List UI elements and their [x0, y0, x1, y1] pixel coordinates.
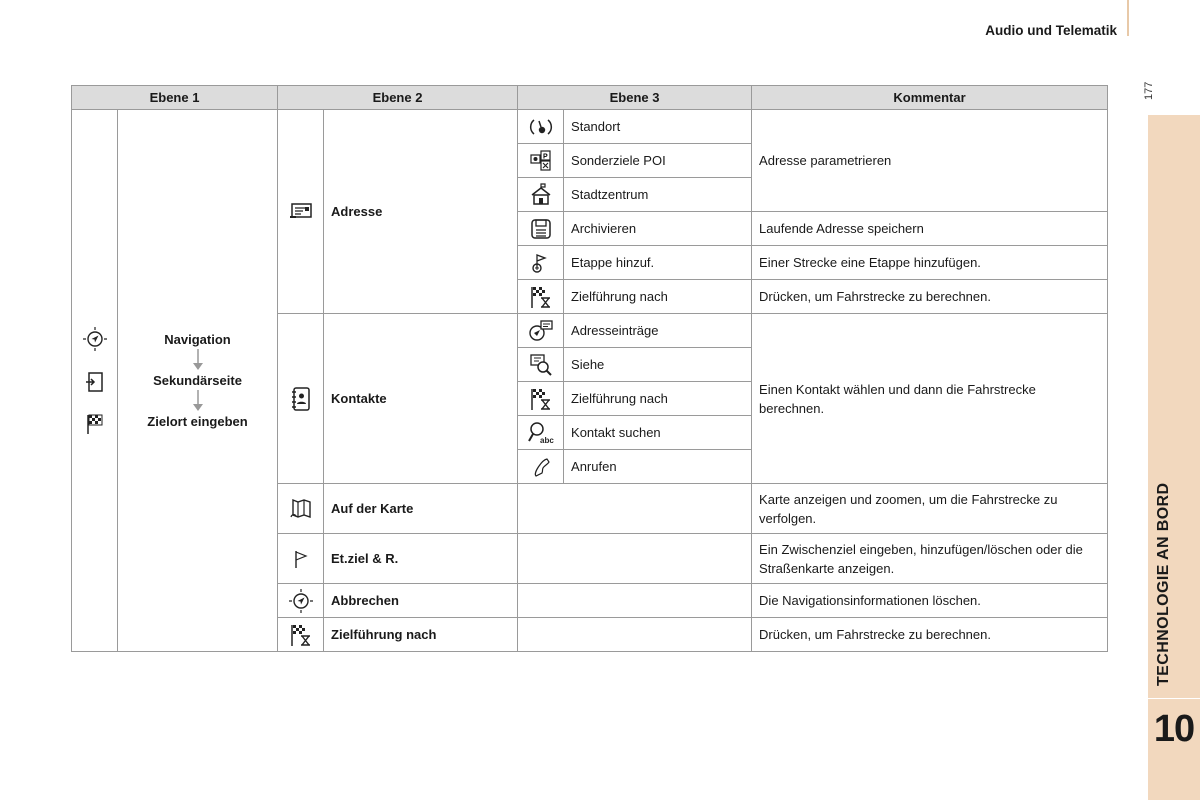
level2-icon-cell	[278, 314, 324, 484]
comment-kontakte: Einen Kontakt wählen und dann die Fahrstrecke berechnen.	[752, 314, 1108, 484]
level2-label-kontakte: Kontakte	[324, 314, 518, 484]
level2-icon-cell	[278, 584, 324, 618]
flag-icon	[291, 548, 311, 570]
arrow-down-icon	[192, 390, 204, 412]
level3-label-sonderziele-poi: Sonderziele POI	[564, 144, 752, 178]
level3-icon-cell	[518, 212, 564, 246]
route-guidance-icon	[289, 623, 313, 647]
level3-label-stadtzentrum: Stadtzentrum	[564, 178, 752, 212]
arrow-down-icon	[192, 349, 204, 371]
level2-label-zielfuehrung: Zielführung nach	[324, 618, 518, 652]
level3-empty-cell	[518, 618, 752, 652]
search-contact-icon	[528, 421, 554, 445]
comment-auf-der-karte: Karte anzeigen und zoomen, um die Fahrstrecke zu verfolgen.	[752, 484, 1108, 534]
route-guidance-icon	[529, 285, 553, 309]
column-header-ebene-2: Ebene 2	[278, 86, 518, 110]
menu-structure-table	[71, 85, 1108, 652]
comment-etappe: Einer Strecke eine Etappe hinzufügen.	[752, 246, 1108, 280]
level1-path-cell	[118, 110, 278, 652]
level3-icon-cell	[518, 382, 564, 416]
section-title: Audio und Telematik	[985, 23, 1117, 38]
checkered-flag-icon	[84, 412, 106, 436]
comment-zielfuehrung: Drücken, um Fahrstrecke zu berechnen.	[752, 280, 1108, 314]
secondary-page-icon	[83, 370, 107, 394]
level2-label-adresse: Adresse	[324, 110, 518, 314]
level1-icons-cell	[72, 110, 118, 652]
level3-icon-cell	[518, 280, 564, 314]
level2-icon-cell	[278, 618, 324, 652]
path-step-navigation: Navigation	[164, 332, 231, 347]
level3-icon-cell	[518, 178, 564, 212]
column-header-ebene-3: Ebene 3	[518, 86, 752, 110]
level2-icon-cell	[278, 534, 324, 584]
chapter-title: TECHNOLOGIE AN BORD	[1155, 482, 1172, 686]
header-divider	[1127, 0, 1129, 36]
level3-icon-cell	[518, 314, 564, 348]
level3-icon-cell	[518, 110, 564, 144]
level3-label-etappe-hinzuf: Etappe hinzuf.	[564, 246, 752, 280]
location-icon	[529, 115, 553, 139]
side-tab-divider	[1148, 698, 1200, 699]
level3-icon-cell	[518, 246, 564, 280]
chapter-number: 10	[1153, 708, 1195, 750]
level3-label-kontakt-suchen: Kontakt suchen	[564, 416, 752, 450]
cancel-navigation-icon	[288, 588, 314, 614]
level3-icon-cell	[518, 144, 564, 178]
view-icon	[529, 353, 553, 377]
column-header-ebene-1: Ebene 1	[72, 86, 278, 110]
comment-zielfuehrung-final: Drücken, um Fahrstrecke zu berechnen.	[752, 618, 1108, 652]
level3-icon-cell	[518, 416, 564, 450]
table-row	[72, 110, 1108, 144]
comment-archivieren: Laufende Adresse speichern	[752, 212, 1108, 246]
level3-icon-cell	[518, 450, 564, 484]
level3-label-adresseintraege: Adresseinträge	[564, 314, 752, 348]
add-stage-icon	[529, 251, 553, 275]
map-icon	[289, 497, 313, 521]
navigation-icon	[82, 326, 108, 352]
level3-empty-cell	[518, 534, 752, 584]
table-header-row	[72, 86, 1108, 110]
level2-label-etziel: Et.ziel & R.	[324, 534, 518, 584]
page-number: 177	[1143, 81, 1155, 100]
svg-text:P: P	[542, 153, 548, 160]
phone-icon	[530, 456, 552, 478]
comment-abbrechen: Die Navigationsinformationen löschen.	[752, 584, 1108, 618]
contacts-book-icon	[289, 386, 313, 412]
poi-icon	[529, 149, 553, 173]
level2-label-auf-der-karte: Auf der Karte	[324, 484, 518, 534]
level3-empty-cell	[518, 484, 752, 534]
comment-etziel: Ein Zwischenziel eingeben, hinzufügen/löschen oder die Straßenkarte anzeigen.	[752, 534, 1108, 584]
address-card-icon	[288, 201, 314, 223]
path-step-secondary-page: Sekundärseite	[153, 373, 242, 388]
level3-label-siehe: Siehe	[564, 348, 752, 382]
path-step-enter-destination: Zielort eingeben	[147, 414, 248, 429]
save-icon	[529, 217, 553, 241]
level3-label-standort: Standort	[564, 110, 752, 144]
level2-icon-cell	[278, 110, 324, 314]
level3-label-zielfuehrung: Zielführung nach	[564, 382, 752, 416]
level2-label-abbrechen: Abbrechen	[324, 584, 518, 618]
level3-label-zielfuehrung: Zielführung nach	[564, 280, 752, 314]
city-center-icon	[529, 183, 553, 207]
address-entries-icon	[528, 319, 554, 343]
route-guidance-icon	[529, 387, 553, 411]
level3-empty-cell	[518, 584, 752, 618]
svg-text:abc: abc	[539, 435, 554, 445]
comment-adresse-parametrieren: Adresse parametrieren	[752, 110, 1108, 212]
level3-label-archivieren: Archivieren	[564, 212, 752, 246]
level2-icon-cell	[278, 484, 324, 534]
column-header-kommentar: Kommentar	[752, 86, 1108, 110]
level3-label-anrufen: Anrufen	[564, 450, 752, 484]
level3-icon-cell	[518, 348, 564, 382]
